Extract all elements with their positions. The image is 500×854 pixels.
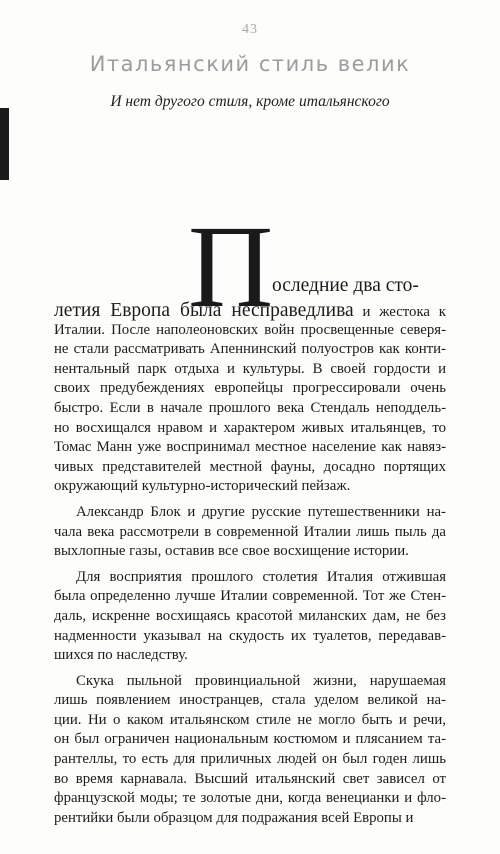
first-line-small-text: и жестока к: [353, 304, 446, 320]
paragraphs: [54, 321, 446, 829]
text-line: во время карнавала. Высший итальянский свет зависел от: [54, 770, 446, 787]
text-line: надменности указывал на скудость их туалетов, передавав-: [54, 627, 446, 644]
text-line: быстро. Если в начале прошлого века Стендаль неподдель-: [54, 399, 446, 416]
text-line: окружающий культурно-исторический пейзаж.: [54, 478, 351, 495]
text-line: Александр Блок и другие русские путешественники на-: [76, 503, 446, 520]
text-line: не стали рассматривать Апеннинский полуостров как конти-: [54, 341, 446, 358]
text-line: рантеллы, то есть для приличных людей он был годен лишь: [54, 751, 446, 768]
text-line: французской моды; те золотые дни, когда венецианки и фло-: [54, 790, 446, 807]
text-line: чивых представителей местной фауны, досадно портящих: [54, 458, 446, 475]
epigraph: И нет другого стиля, кроме итальянского: [110, 93, 390, 110]
text-line: рентийки были образцом для подражания всей Европы и: [54, 809, 414, 826]
text-line: нентальный парк отдыха и культуры. В своей гордости и: [54, 360, 446, 377]
chapter-title: Итальянский стиль велик: [89, 52, 411, 76]
text-line: но восхищался нравом и характером живых итальянцев, то: [54, 419, 446, 436]
text-line: лишь появлением иностранцев, стала уделом великой на-: [54, 692, 446, 709]
text-line: Для восприятия прошлого столетия Италия отжившая: [76, 568, 446, 585]
text-line: шихся по наследству.: [54, 647, 188, 664]
text-line: своих предубеждениях европейцы прогрессировали очень: [54, 380, 446, 397]
first-line: [54, 301, 446, 321]
lead-line: оследние два сто-: [272, 275, 419, 296]
first-line-large-text: летия Европа была несправедлива: [54, 300, 354, 321]
text-line: Скука пыльной провинциальной жизни, нарушаемая: [76, 672, 446, 689]
text-line: чала века рассмотрели в современной Италии лишь пыль да: [54, 523, 446, 540]
text-line: даль, искренне восхищаясь красотой миланских дам, не без: [54, 607, 446, 624]
text-line: Италии. После наполеоновских войн просвещенные северя-: [54, 321, 446, 338]
text-line: Томас Манн уже воспринимал местное население как навяз-: [54, 439, 446, 456]
page-edge-shadow: [0, 108, 9, 180]
body-text: [54, 301, 446, 828]
text-line: ции. Ни о каком итальянском стиле не могло быть и речи,: [54, 711, 446, 728]
text-line: выхлопные газы, оставив все свое восхищение истории.: [54, 543, 409, 560]
drop-cap: П: [188, 201, 274, 332]
text-line: была определенно лучше Италии современной. Тот же Стен-: [54, 588, 446, 605]
text-line: он был ограничен национальным костюмом и плясанием та-: [54, 731, 446, 748]
page-number: 43: [242, 22, 258, 37]
